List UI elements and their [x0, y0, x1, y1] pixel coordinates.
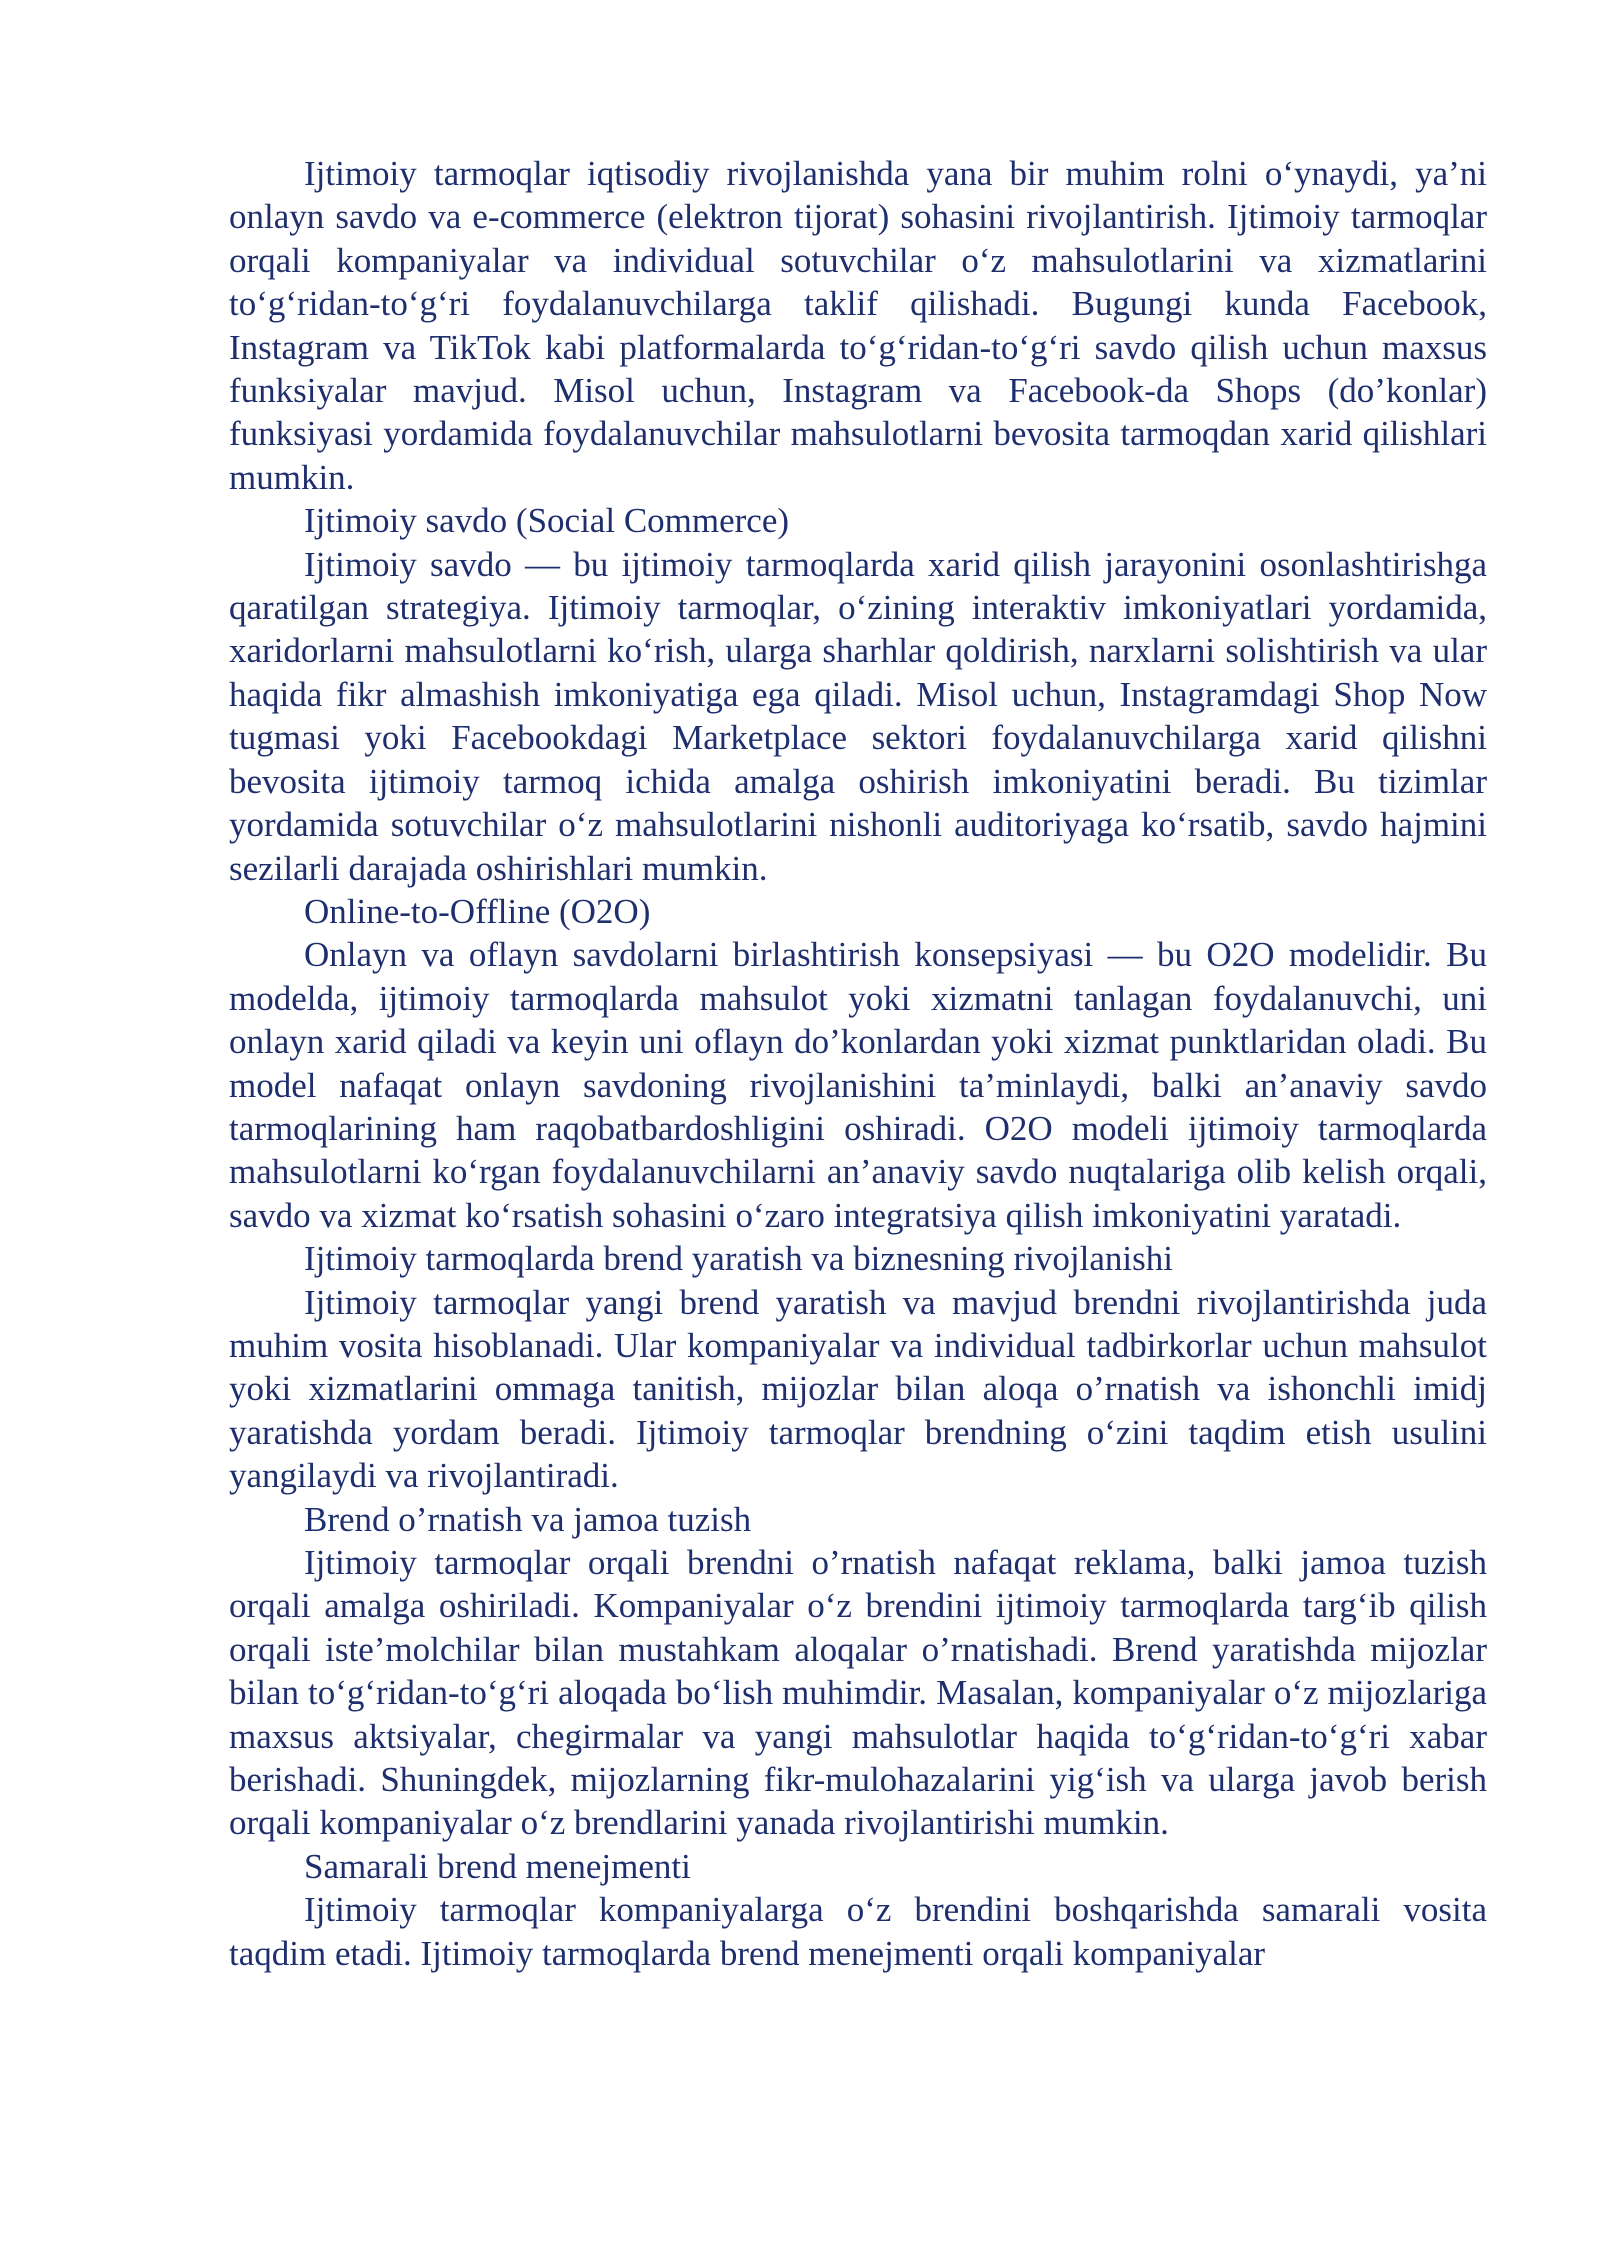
section-heading: Ijtimoiy savdo (Social Commerce) [304, 501, 790, 541]
paragraph-body: Ijtimoiy tarmoqlar kompaniyalarga o‘z brendini boshqarishda samarali vosita taqdim etadi. Ijtimoiy tarmoqlarda brend menejmenti orqali kompaniyalar [229, 1890, 1487, 1973]
section-heading: Online-to-Offline (O2O) [304, 891, 651, 931]
paragraph-body: Ijtimoiy savdo — bu ijtimoiy tarmoqlarda xarid qilish jarayonini osonlashtirishga qaratilgan strategiya. Ijtimoiy tarmoqlar, o‘zining interaktiv imkoniyatlari yordamida, xaridorlarni mahsulotlarni ko‘rish, ularga sharhlar qoldirish, narxlarni solishtirish va ular haqida fikr almashish imkoniyatiga ega qiladi. Misol uchun, Instagramdagi Shop Now tugmasi yoki Facebookdagi Marketplace sektori foydalanuvchilarga xarid qilishni bevosita ijtimoiy tarmoq ichida amalga oshirish imkoniyatini beradi. Bu tizimlar yordamida sotuvchilar o‘z mahsulotlarini nishonli auditoriyaga ko‘rsatib, savdo hajmini sezilarli darajada oshirishlari mumkin. [229, 544, 1487, 888]
paragraph-body: Onlayn va oflayn savdolarni birlashtirish konsepsiyasi — bu O2O modelidir. Bu modelda, ijtimoiy tarmoqlarda mahsulot yoki xizmatni tanlagan foydalanuvchi, uni onlayn xarid qiladi va keyin uni oflayn do’konlardan yoki xizmat punktlaridan oladi. Bu model nafaqat onlayn savdoning rivojlanishini ta’minlaydi, balki an’anaviy savdo tarmoqlarining ham raqobatbardoshligini oshiradi. O2O modeli ijtimoiy tarmoqlarda mahsulotlarni ko‘rgan foydalanuvchilarni an’anaviy savdo nuqtalariga olib kelish orqali, savdo va xizmat ko‘rsatish sohasini o‘zaro integratsiya qilish imkoniyatini yaratadi. [229, 935, 1487, 1235]
document-page [229, 152, 1487, 1975]
section-heading: Samarali brend menejmenti [304, 1846, 691, 1886]
paragraph-body: Ijtimoiy tarmoqlar orqali brendni o’rnatish nafaqat reklama, balki jamoa tuzish orqali amalga oshiriladi. Kompaniyalar o‘z brendini ijtimoiy tarmoqlarda targ‘ib qilish orqali iste’molchilar bilan mustahkam aloqalar o’rnatishadi. Brend yaratishda mijozlar bilan to‘g‘ridan-to‘g‘ri aloqada bo‘lish muhimdir. Masalan, kompaniyalar o‘z mijozlariga maxsus aktsiyalar, chegirmalar va yangi mahsulotlar haqida to‘g‘ridan-to‘g‘ri xabar berishadi. Shuningdek, mijozlarning fikr-mulohazalarini yig‘ish va ularga javob berish orqali kompaniyalar o‘z brendlarini yanada rivojlantirishi mumkin. [229, 1543, 1487, 1843]
paragraph-body: Ijtimoiy tarmoqlar iqtisodiy rivojlanishda yana bir muhim rolni o‘ynaydi, ya’ni onlayn savdo va e-commerce (elektron tijorat) sohasini rivojlantirish. Ijtimoiy tarmoqlar orqali kompaniyalar va individual sotuvchilar o‘z mahsulotlarini va xizmatlarini to‘g‘ridan-to‘g‘ri foydalanuvchilarga taklif qilishadi. Bugungi kunda Facebook, Instagram va TikTok kabi platformalarda to‘g‘ridan-to‘g‘ri savdo qilish uchun maxsus funksiyalar mavjud. Misol uchun, Instagram va Facebook-da Shops (do’konlar) funksiyasi yordamida foydalanuvchilar mahsulotlarni bevosita tarmoqdan xarid qilishlari mumkin. [229, 154, 1487, 497]
section-heading: Brend o’rnatish va jamoa tuzish [304, 1499, 752, 1539]
section-heading: Ijtimoiy tarmoqlarda brend yaratish va biznesning rivojlanishi [304, 1239, 1173, 1279]
paragraph-body: Ijtimoiy tarmoqlar yangi brend yaratish va mavjud brendni rivojlantirishda juda muhim vosita hisoblanadi. Ular kompaniyalar va individual tadbirkorlar uchun mahsulot yoki xizmatlarini ommaga tanitish, mijozlar bilan aloqa o’rnatish va ishonchli imidj yaratishda yordam beradi. Ijtimoiy tarmoqlar brendning o‘zini taqdim etish usulini yangilaydi va rivojlantiradi. [229, 1282, 1487, 1496]
